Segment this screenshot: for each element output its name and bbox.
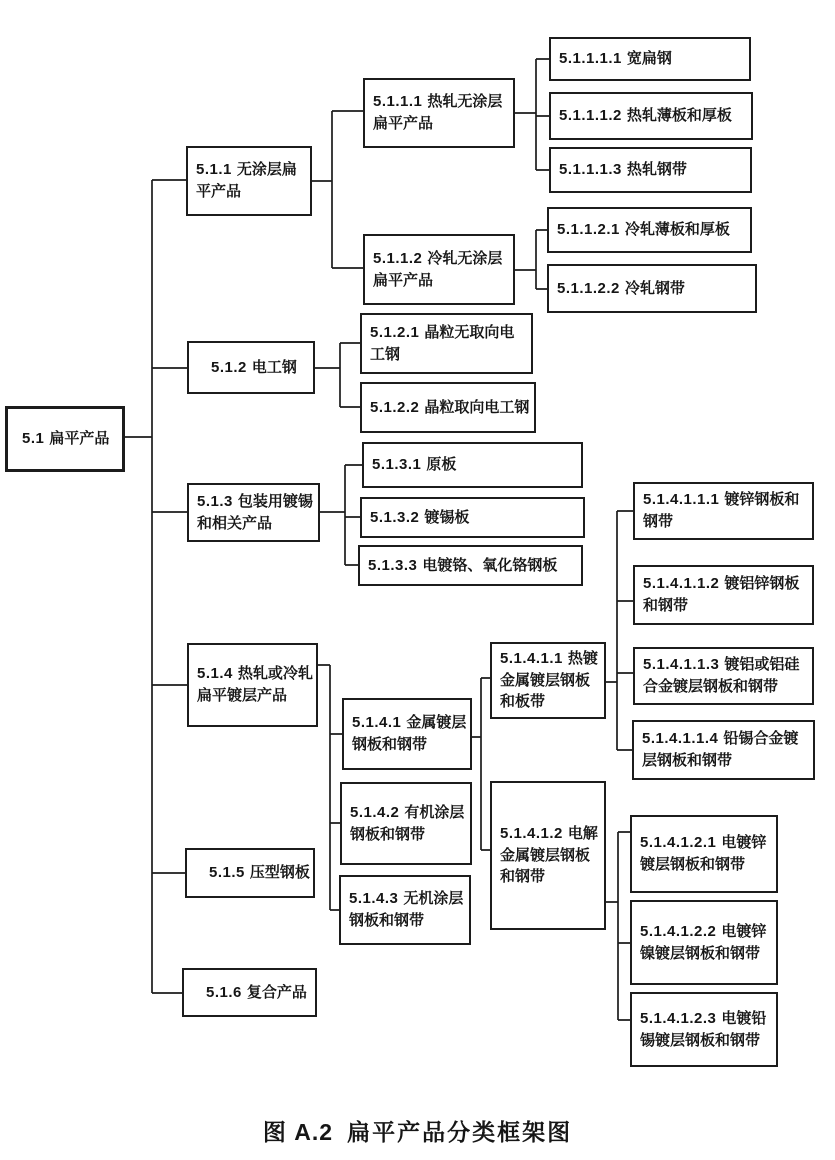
figure-caption xyxy=(0,1114,835,1147)
node-label: 5.1.3.3 电镀铬、氧化铬钢板 xyxy=(368,556,558,574)
node-label: 5.1.2 电工钢 xyxy=(211,358,297,376)
node-label: 5.1.2.2 晶粒取向电工钢 xyxy=(370,398,530,416)
node-label: 5.1.4.3 无机涂层钢板和钢带 xyxy=(349,890,464,929)
node-label: 5.1.4.2 有机涂层钢板和钢带 xyxy=(350,803,465,843)
node-label: 5.1.6 复合产品 xyxy=(206,983,307,1001)
node-5-1-1-2-2 xyxy=(547,264,757,313)
node-5-1-1-1-3 xyxy=(549,147,752,193)
node-5-1-4-1-1-4 xyxy=(632,720,815,780)
node-label: 5.1.4.1.1.3 镀铝或铝硅合金镀层钢板和钢带 xyxy=(643,656,800,695)
node-label: 5.1.1 无涂层扁平产品 xyxy=(196,161,297,200)
figure-number: 图 A.2 xyxy=(262,1119,334,1145)
node-5-1-4-1-2-2 xyxy=(630,900,778,985)
node-label: 5.1.4.1.2.3 电镀铅锡镀层钢板和钢带 xyxy=(640,1009,767,1049)
node-5-1-1-1 xyxy=(363,78,515,148)
node-label: 5.1.3.2 镀锡板 xyxy=(370,508,470,526)
node-5-1-4-1-2 xyxy=(490,781,606,930)
node-label: 5.1.1.1.1 宽扁钢 xyxy=(559,50,672,68)
node-label: 5.1.3.1 原板 xyxy=(372,456,457,474)
node-label: 5.1.1.1.3 热轧钢带 xyxy=(559,161,687,179)
node-label: 5.1.4.1.2.1 电镀锌镀层钢板和钢带 xyxy=(640,834,767,873)
node-label: 5.1.1.1 热轧无涂层扁平产品 xyxy=(373,93,503,132)
node-label: 5.1.4.1.1.2 镀铝锌钢板和钢带 xyxy=(643,575,800,614)
node-5-1-4-1-2-3 xyxy=(630,992,778,1067)
node-label: 5.1.1.2.1 冷轧薄板和厚板 xyxy=(557,221,730,239)
node-label: 5.1.4.1 金属镀层钢板和钢带 xyxy=(352,714,467,753)
node-5-1-3-3 xyxy=(358,545,583,586)
node-label: 5.1.4.1.1.1 镀锌钢板和钢带 xyxy=(643,491,800,530)
node-5-1-4-3 xyxy=(339,875,471,945)
node-label: 5.1.2.1 晶粒无取向电工钢 xyxy=(370,323,515,363)
node-label: 5.1.4.1.1.4 铅锡合金镀层钢板和钢带 xyxy=(642,730,799,769)
node-5-1-4-1-1-2 xyxy=(633,565,814,625)
node-label: 5.1 扁平产品 xyxy=(22,430,110,448)
node-label: 5.1.4 热轧或冷轧扁平镀层产品 xyxy=(197,665,313,704)
node-label: 5.1.3 包装用镀锡和相关产品 xyxy=(197,492,313,532)
node-label: 5.1.5 压型钢板 xyxy=(209,864,310,882)
node-5-1-4-1-1 xyxy=(490,642,606,719)
node-5-1-3-1 xyxy=(362,442,583,488)
figure-title: 扁平产品分类框架图 xyxy=(347,1119,573,1145)
node-label: 5.1.4.1.2.2 电镀锌镍镀层钢板和钢带 xyxy=(640,922,767,962)
node-5-1-1-2-1 xyxy=(547,207,752,253)
node-5-1-4-1-1-3 xyxy=(633,647,814,705)
node-5-1-4-2 xyxy=(340,782,472,865)
node-5-1-1-1-2 xyxy=(549,92,753,140)
node-label: 5.1.1.2 冷轧无涂层扁平产品 xyxy=(373,249,503,289)
node-5-1-2-1 xyxy=(360,313,533,374)
node-5-1-4 xyxy=(187,643,318,727)
node-5-1-3 xyxy=(187,483,320,542)
node-label: 5.1.1.1.2 热轧薄板和厚板 xyxy=(559,107,732,125)
node-5-1-4-1-1-1 xyxy=(633,482,814,540)
node-5-1-4-1 xyxy=(342,698,472,770)
node-5-1-6 xyxy=(182,968,317,1017)
node-5-1-1 xyxy=(186,146,312,216)
node-label: 5.1.4.1.2 电解金属镀层钢板和钢带 xyxy=(500,824,598,886)
node-label: 5.1.1.2.2 冷轧钢带 xyxy=(557,279,685,297)
node-5-1-1-2 xyxy=(363,234,515,305)
node-5-1-5 xyxy=(185,848,315,898)
node-label: 5.1.4.1.1 热镀金属镀层钢板和板带 xyxy=(500,649,598,711)
node-5-1-4-1-2-1 xyxy=(630,815,778,893)
node-5-1-1-1-1 xyxy=(549,37,751,81)
node-5-1-2-2 xyxy=(360,382,536,433)
node-5-1 xyxy=(5,406,125,472)
node-5-1-3-2 xyxy=(360,497,585,538)
node-5-1-2 xyxy=(187,341,315,394)
